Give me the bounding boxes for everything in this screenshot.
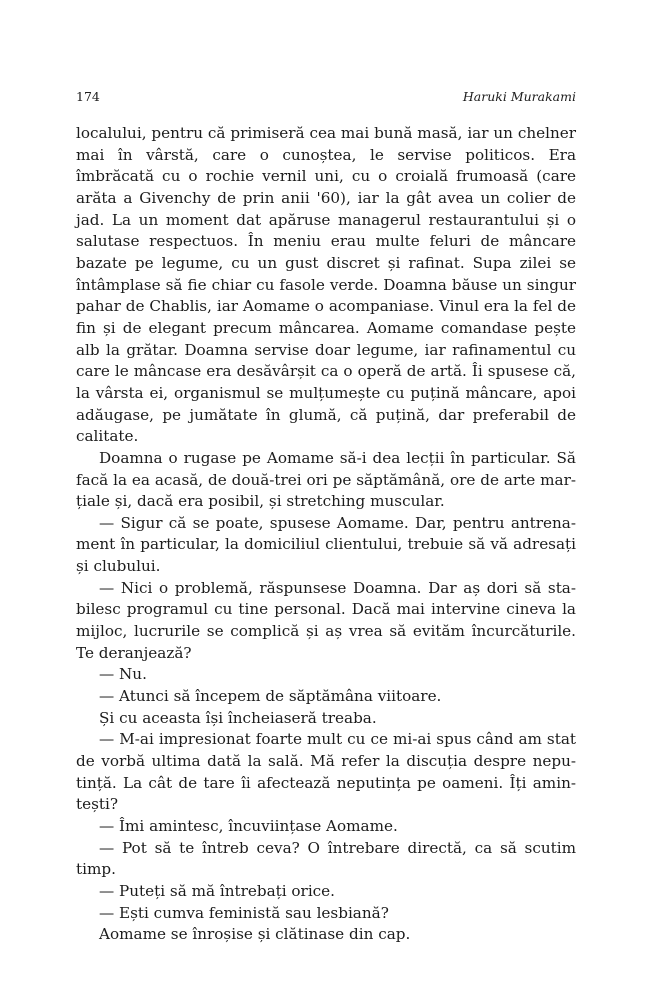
paragraph: — Pot să te întreb ceva? O întrebare directă, ca să scutim timp. (76, 838, 576, 879)
paragraph: — M-ai impresionat foarte mult cu ce mi-ai spus când am stat de vorbă ultima dată la sală. Mă refer la discuția despre neputință. La cât de tare îi afectează neputința pe oameni. Îți amintești? (76, 730, 576, 814)
paragraph: — Nici o problemă, răspunsese Doamna. Dar aș dori să stabilesc programul cu tine personal. Dacă mai intervine cineva la mijloc, lucrurile se complică și aș vrea să evităm încurcăturile. Te deranjează? (76, 578, 576, 662)
paragraph: Doamna o rugase pe Aomame să-i dea lecții în particular. Să facă la ea acasă, de două-trei ori pe săptămână, ore de arte marțiale și, dacă era posibil, și stretching muscular. (76, 448, 576, 511)
running-head-author: Haruki Murakami (462, 89, 576, 104)
paragraph: — Atunci să începem de săptămâna viitoare. (99, 687, 442, 706)
paragraph: — Nu. (99, 665, 147, 684)
paragraph: — Sigur că se poate, spusese Aomame. Dar, pentru antrenament în particular, la domiciliul clientului, trebuie să vă adresați și clubului. (76, 513, 576, 576)
paragraph: — Puteți să mă întrebați orice. (99, 881, 335, 900)
paragraph: localului, pentru că primiseră cea mai bună masă, iar un chelner mai în vârstă, care o cunoștea, le servise politicos. Era îmbrăcată cu o rochie vernil uni, cu o croială frumoasă (care arăta a Givenchy de prin anii '60), iar la gât avea un colier de jad. La un moment dat apăruse managerul restaurantului și o salutase respectuos. În meniu erau multe feluri de mâncare bazate pe legume, cu un gust discret și rafinat. Supa zilei se întâmplase să fie chiar cu fasole verde. Doamna băuse un singur pahar de Chablis, iar Aomame o acompaniase. Vinul era la fel de fin și de elegant precum mâncarea. Aomame comandase pește alb la grătar. Doamna servise doar legume, iar rafinamentul cu care le mâncase era desăvârșit ca o operă de artă. Îi spusese că, la vârsta ei, organismul se mulțumește cu puțină mâncare, apoi adăugase, pe jumătate în glumă, că puțină, dar preferabil de calitate. (76, 124, 576, 446)
paragraph: Aomame se înroșise și clătinase din cap. (99, 925, 411, 944)
paragraph: — Îmi amintesc, încuviințase Aomame. (99, 817, 398, 835)
page-number: 174 (76, 89, 100, 104)
body-text (76, 123, 576, 946)
page-header (76, 89, 576, 109)
paragraph: — Ești cumva feministă sau lesbiană? (99, 903, 389, 922)
paragraph: Și cu aceasta își încheiaseră treaba. (99, 708, 377, 727)
